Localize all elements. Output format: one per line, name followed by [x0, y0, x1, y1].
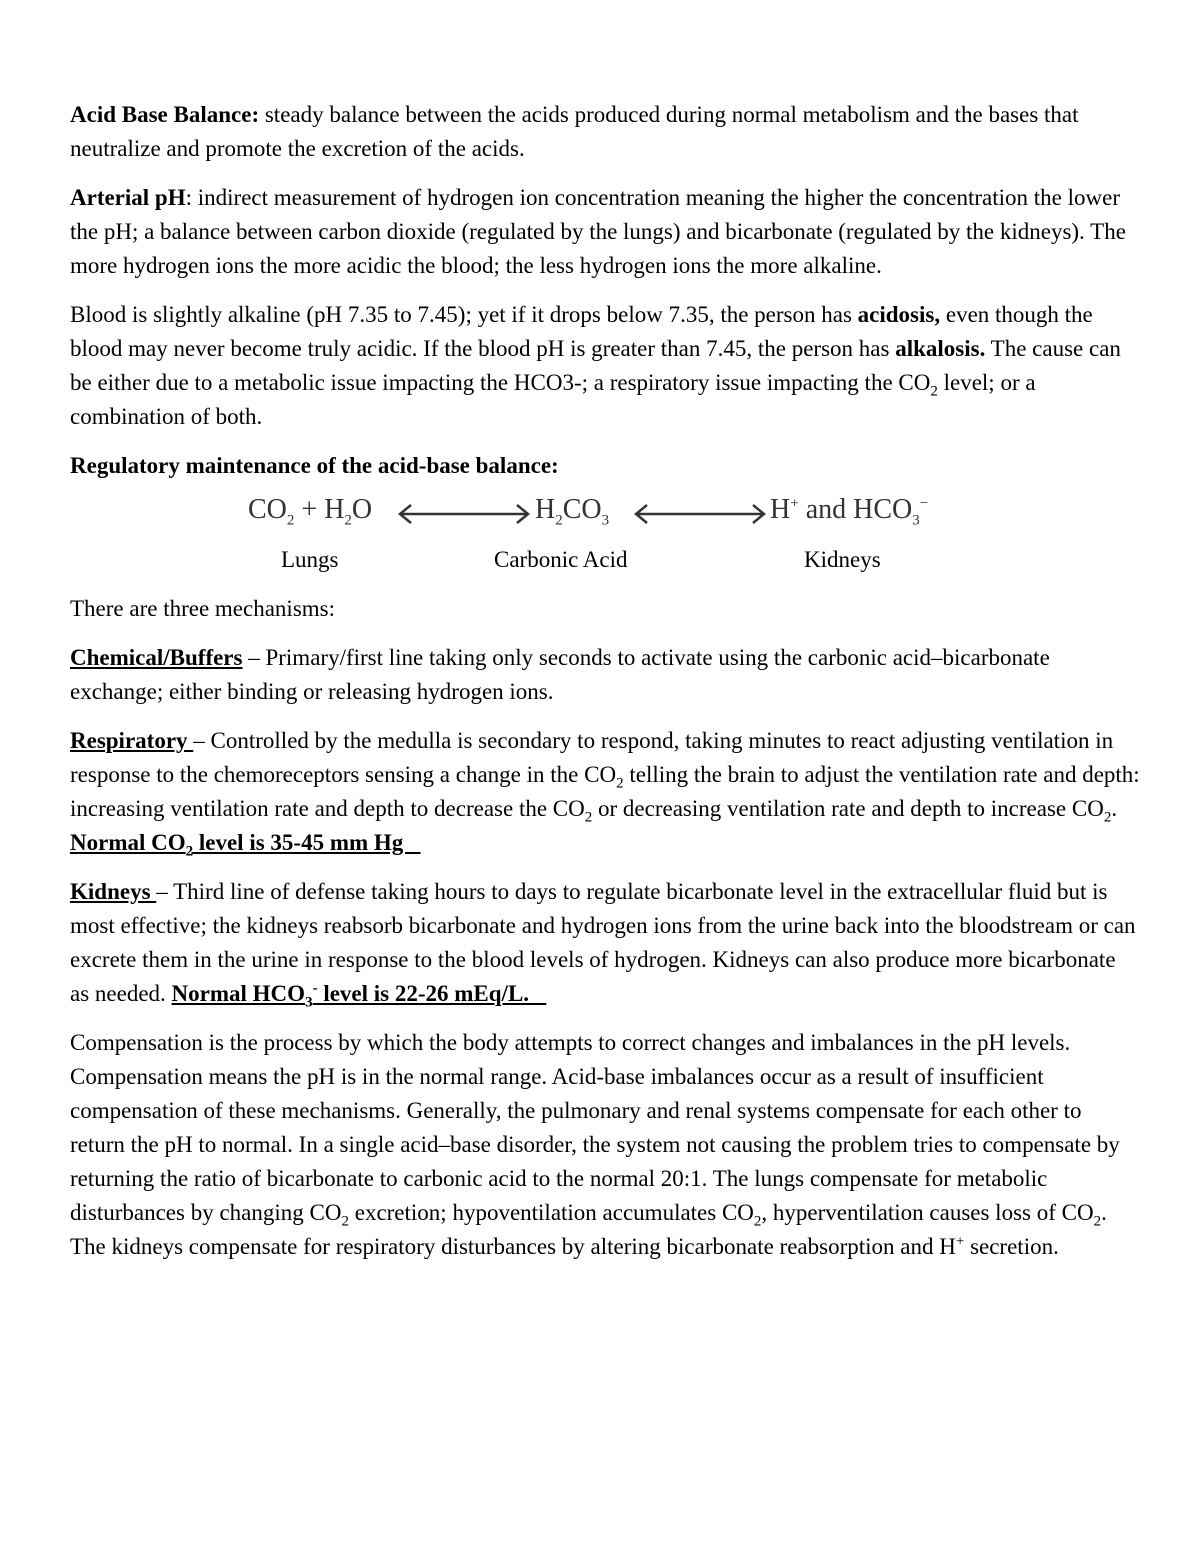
text-run: excretion; hypoventilation accumulates CO: [348, 1200, 754, 1225]
text-run: – Third line of defense taking hours to days to regulate bicarbonate level in the extracellular fluid but is most effective; the kidneys reabsorb bicarbonate and hydrogen ions from the urine back into the bloodstream or can excrete them in the urine in response to the blood levels of hydrogen. Kidneys can also produce more bicarbonate as needed.: [70, 879, 1136, 1006]
eq-subscript: 2: [555, 512, 563, 529]
text-run: level; or a combination of both.: [70, 370, 1036, 429]
text-run: even though the blood may never become truly acidic. If the blood pH is greater than 7.45, the person has: [70, 302, 1093, 361]
text-run: , hyperventilation causes loss of CO: [761, 1200, 1094, 1225]
double-arrow-icon: [633, 503, 767, 525]
label-lungs: Lungs: [281, 547, 339, 572]
eq-subscript: 3: [912, 512, 920, 529]
paragraph-chemical-buffers: [70, 641, 1140, 709]
eq-subscript: 3: [601, 512, 610, 529]
subscript: 2: [616, 775, 624, 792]
subscript: 2: [1103, 809, 1112, 826]
eq-text: + H: [294, 494, 345, 525]
term-alkalosis: alkalosis.: [895, 336, 986, 361]
eq-text: CO: [562, 494, 602, 525]
paragraph-acid-base-balance: [70, 98, 1140, 166]
superscript: +: [955, 1233, 965, 1250]
acid-base-equation: [70, 489, 1140, 539]
text-run: The cause can be either due to a metabolic issue impacting the HCO3-; a respiratory issue impacting the CO: [70, 336, 1121, 395]
section-heading-regulatory: [70, 449, 1140, 483]
subscript: 2: [930, 383, 938, 400]
text-run: . The kidneys compensate for respiratory disturbances by altering bicarbonate reabsorption and H: [70, 1200, 1107, 1259]
eq-text: O: [351, 494, 373, 525]
text-run: or decreasing ventilation rate and depth to increase CO: [592, 796, 1104, 821]
term-acidosis: acidosis,: [857, 302, 941, 327]
definition-text: steady balance between the acids produced during normal metabolism and the bases that neutralize and promote the excretion of the acids.: [70, 102, 1079, 161]
eq-subscript: 2: [344, 512, 352, 529]
normal-co2-range: [70, 830, 421, 860]
paragraph-kidneys: [70, 875, 1140, 1011]
subscript: 2: [1093, 1213, 1102, 1230]
label-kidneys: Kidneys: [804, 547, 881, 572]
term-chemical-buffers: Chemical/Buffers: [70, 645, 243, 670]
text-run: – Controlled by the medulla is secondary to respond, taking minutes to react adjusting ventilation in response to the chemoreceptors sensing a change in the CO: [70, 728, 1114, 787]
paragraph-mechanisms-intro: There are three mechanisms:: [70, 596, 336, 621]
subscript: 2: [341, 1213, 349, 1230]
eq-text: and HCO: [798, 494, 913, 525]
text-run: secretion.: [964, 1234, 1059, 1259]
paragraph-compensation: [70, 1026, 1140, 1264]
equation-labels: [70, 543, 1140, 577]
text-run: telling the brain to adjust the ventilation rate and depth: increasing ventilation rate and depth to decrease the CO: [70, 762, 1140, 821]
label-carbonic-acid: Carbonic Acid: [494, 547, 628, 572]
term-acid-base-balance: Acid Base Balance:: [70, 102, 260, 127]
text-run: – Primary/first line taking only seconds to activate using the carbonic acid–bicarbonate exchange; either binding or releasing hydrogen ions.: [70, 645, 1050, 704]
superscript: -: [312, 980, 318, 997]
paragraph-arterial-ph: [70, 181, 1140, 283]
eq-superscript: −: [919, 495, 929, 512]
document-page: [70, 98, 1140, 1279]
paragraph-respiratory: [70, 724, 1140, 860]
paragraph-blood-ph: [70, 298, 1140, 434]
equation-co2-h2o: [248, 493, 372, 527]
eq-text: H: [535, 494, 556, 525]
term-kidneys: Kidneys: [70, 879, 157, 904]
equation-h2co3: [535, 493, 609, 527]
text-run: Normal HCO: [171, 981, 306, 1006]
eq-subscript: 2: [286, 512, 295, 529]
equation-h-hco3: [770, 493, 928, 527]
definition-text: : indirect measurement of hydrogen ion concentration meaning the higher the concentration the lower the pH; a balance between carbon dioxide (regulated by the lungs) and bicarbonate (regulated by the kidneys). The more hydrogen ions the more acidic the blood; the less hydrogen ions the more alkaline.: [70, 185, 1126, 278]
normal-hco3-range: [171, 980, 547, 1011]
eq-text: H: [770, 494, 791, 525]
term-arterial-ph: Arterial pH: [70, 185, 186, 210]
text-run: level is 22-26 mEq/L.: [317, 981, 547, 1006]
eq-text: CO: [248, 494, 287, 525]
subscript: 2: [753, 1213, 762, 1230]
text-run: Compensation is the process by which the body attempts to correct changes and imbalances in the pH levels. Compensation means the pH is in the normal range. Acid-base imbalances occur as a result of insufficient compensation of these mechanisms. Generally, the pulmonary and renal systems compensate for each other to return the pH to normal. In a single acid–base disorder, the system not causing the problem tries to compensate by returning the ratio of bicarbonate to carbonic acid to the normal 20:1. The lungs compensate for metabolic disturbances by changing CO: [70, 1030, 1120, 1225]
subscript: 2: [584, 809, 593, 826]
eq-superscript: +: [790, 495, 799, 512]
subscript: 3: [305, 994, 313, 1011]
term-respiratory: Respiratory: [70, 728, 194, 753]
text-run: .: [1111, 796, 1118, 821]
double-arrow-icon: [397, 503, 531, 525]
heading-text: Regulatory maintenance of the acid-base balance:: [70, 453, 559, 478]
text-run: level is 35-45 mm Hg: [193, 830, 421, 855]
text-run: Blood is slightly alkaline (pH 7.35 to 7.45); yet if it drops below 7.35, the person has: [70, 302, 858, 327]
text-run: Normal CO: [70, 830, 186, 855]
subscript: 2: [185, 843, 194, 860]
